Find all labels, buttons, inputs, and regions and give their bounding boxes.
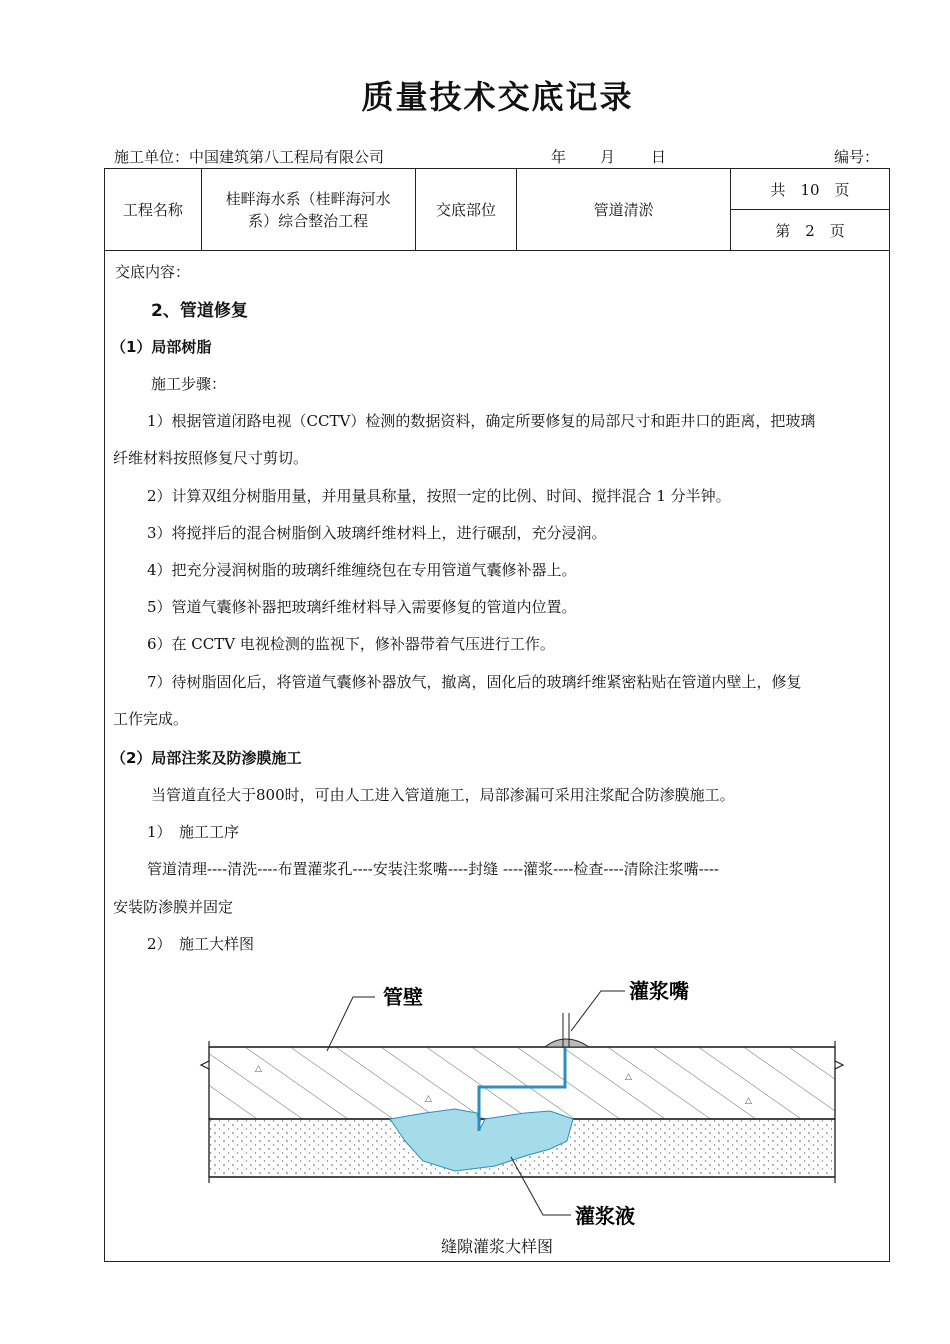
date-month: 月	[600, 148, 616, 166]
step-3: 3）将搅拌后的混合树脂倒入玻璃纤维材料上，进行碾刮，充分浸润。	[147, 524, 607, 542]
section-title: 2、管道修复	[151, 301, 248, 321]
label-pipe-wall: 管壁	[383, 985, 423, 1009]
step-7-line-1: 7）待树脂固化后，将管道气囊修补器放气，撤离，固化后的玻璃纤维紧密粘贴在管道内壁上，修复	[147, 673, 802, 691]
grout-nozzle	[545, 1013, 589, 1047]
step-4: 4）把充分浸润树脂的玻璃纤维缠绕包在专用管道气囊修补器上。	[147, 561, 577, 579]
document-title: 质量技术交底记录	[361, 78, 634, 116]
construction-unit: 施工单位：中国建筑第八工程局有限公司	[114, 148, 385, 166]
grouting-intro: 当管道直径大于800时，可由人工进入管道施工，局部渗漏可采用注浆配合防渗膜施工。	[151, 786, 735, 804]
header-table	[104, 168, 890, 251]
page-number: 第 2 页	[731, 210, 890, 251]
part-value: 管道清淤	[517, 169, 731, 251]
subsection-2-title: （2）局部注浆及防渗膜施工	[111, 749, 302, 767]
document-number: 编号：	[834, 148, 880, 166]
project-name-line1: 桂畔海水系（桂畔海河水	[225, 189, 391, 208]
procedure-label: 1） 施工工序	[147, 823, 240, 841]
svg-text:△: △	[255, 1064, 262, 1074]
steps-label: 施工步骤：	[151, 375, 227, 393]
project-name	[201, 169, 415, 251]
svg-text:△: △	[425, 1094, 432, 1104]
step-5: 5）管道气囊修补器把玻璃纤维材料导入需要修复的管道内位置。	[147, 598, 577, 616]
procedure-line-1: 管道清理----清洗----布置灌浆孔----安装注浆嘴----封缝 ----灌浆----检查----清除注浆嘴----	[147, 860, 719, 878]
figure-caption: 缝隙灌浆大样图	[440, 1237, 553, 1256]
step-7-line-2: 工作完成。	[113, 710, 189, 728]
step-2: 2）计算双组分树脂用量，并用量具称量，按照一定的比例、时间、搅拌混合 1 分半钟。	[147, 487, 731, 505]
date-year: 年	[551, 148, 567, 166]
project-label: 工程名称	[105, 169, 202, 251]
pipe-wall-layer	[209, 1047, 835, 1119]
step-6: 6）在 CCTV 电视检测的监视下，修补器带着气压进行工作。	[147, 635, 555, 653]
procedure-line-2: 安装防渗膜并固定	[113, 898, 234, 916]
date-day: 日	[651, 148, 667, 166]
part-label: 交底部位	[415, 169, 517, 251]
project-name-line2: 系）综合整治工程	[248, 211, 369, 230]
svg-text:△: △	[625, 1072, 632, 1082]
content-label: 交底内容：	[115, 263, 191, 281]
step-1-line-1: 1）根据管道闭路电视（CCTV）检测的数据资料，确定所要修复的局部尺寸和距井口的距离，把玻璃	[147, 412, 816, 430]
subsection-1-title: （1）局部树脂	[111, 338, 212, 356]
total-pages: 共 10 页	[731, 169, 890, 210]
grouting-detail-drawing	[105, 251, 889, 1261]
label-grout-nozzle: 灌浆嘴	[629, 979, 689, 1003]
step-1-line-2: 纤维材料按照修复尺寸剪切。	[113, 449, 309, 467]
detail-drawing-label: 2） 施工大样图	[147, 935, 255, 953]
label-grout-fluid: 灌浆液	[575, 1204, 635, 1228]
svg-text:△: △	[745, 1096, 752, 1106]
content-area	[104, 251, 890, 1262]
